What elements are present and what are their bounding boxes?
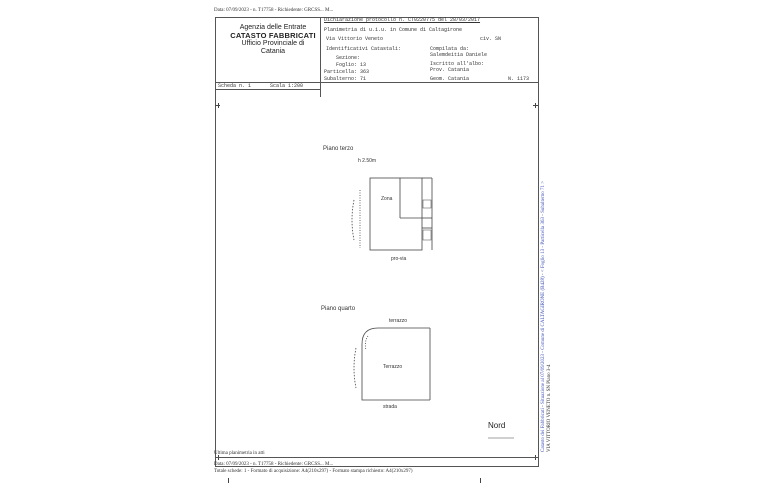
geom-label: Geom. Catania [430,76,470,82]
declaration-address: Via Vittorio Veneto [326,36,384,42]
scale-label: Scala 1:200 [270,83,304,89]
footer-line [215,457,539,458]
office-agency: Agenzia delle Entrate [239,24,307,31]
identifier-foglio: Foglio: 13 [336,62,367,68]
iscritto-label: Iscritto all'albo: [430,61,485,67]
plan-label-quarto: Piano quarto [321,306,356,312]
plan-bottom-label: pro-via [391,256,407,262]
plan2-top-label: terrazzo [389,318,408,324]
scheda-label: Scheda n. 1 [218,83,252,89]
office-block [223,24,323,56]
footer-request: Data: 07/09/2023 - n. T17758 - Richiedente: GRCSS... M... [214,462,334,467]
side-vertical-text-2: VIA VITTORIO VENETO n. SN Piano 3-4 [547,364,552,452]
stair-curve [354,348,356,388]
identifier-sezione: Sezione: [336,55,361,61]
corner-mark [533,105,538,106]
office-city: Catania [260,48,286,55]
identifier-subalterno: Subalterno: 71 [324,76,367,82]
plan2-bottom-label: strada [383,404,397,410]
plan2-room-label: Terrazzo [383,364,403,370]
plan-room-label: Zona [381,196,393,202]
footer-format: Totale schede: 1 - Formato di acquisizione: A4(210x297) - Formato stampa richiesto: A4(210x297) [214,469,413,474]
plan-walls [370,178,422,250]
declaration-title: Dichiarazione protocollo n. CT0220775 del 28/03/2017 [324,17,481,23]
plan-height-label: h 2.50m [358,158,377,164]
compilata-name: Salemdeitia Daniele [430,52,488,58]
corner-mark [480,478,481,483]
identifier-particella: Particella: 363 [324,69,370,75]
corner-mark [228,478,229,483]
office-provincial: Ufficio Provinciale di [241,40,305,47]
stair-curve [352,200,354,240]
footer-last-plan: Ultima planimetria in atti [214,451,265,456]
side-vertical-text: Catasto dei Fabbricati - Situazione al 07/09/2023 - Comune di CALTAGIRONE (B428) - < Foglio 13 - Particella 363 - Subalterno 71 > [541,180,546,452]
header-top-text: Data: 07/09/2023 - n. T17758 - Richiedente: GRCSS... M... [214,8,334,13]
iscritto-value: Prov. Catania [430,67,470,73]
registration-number: N. 1173 [508,76,530,82]
corner-mark [215,105,220,106]
declaration-civ: civ. SN [480,36,502,42]
plan-label-terzo: Piano terzo [323,146,354,152]
declaration-subtitle: Planimetria di u.i.u. in Comune di Caltagirone [324,27,463,33]
north-arrow-icon [486,432,516,444]
office-title: CATASTO FABBRICATI [230,31,316,40]
compilata-label: Compilata da: [430,46,470,52]
north-label: Nord [488,421,506,430]
floor-plan-terzo [348,170,448,270]
identifiers-title: Identificativi Catastali: [326,46,402,52]
